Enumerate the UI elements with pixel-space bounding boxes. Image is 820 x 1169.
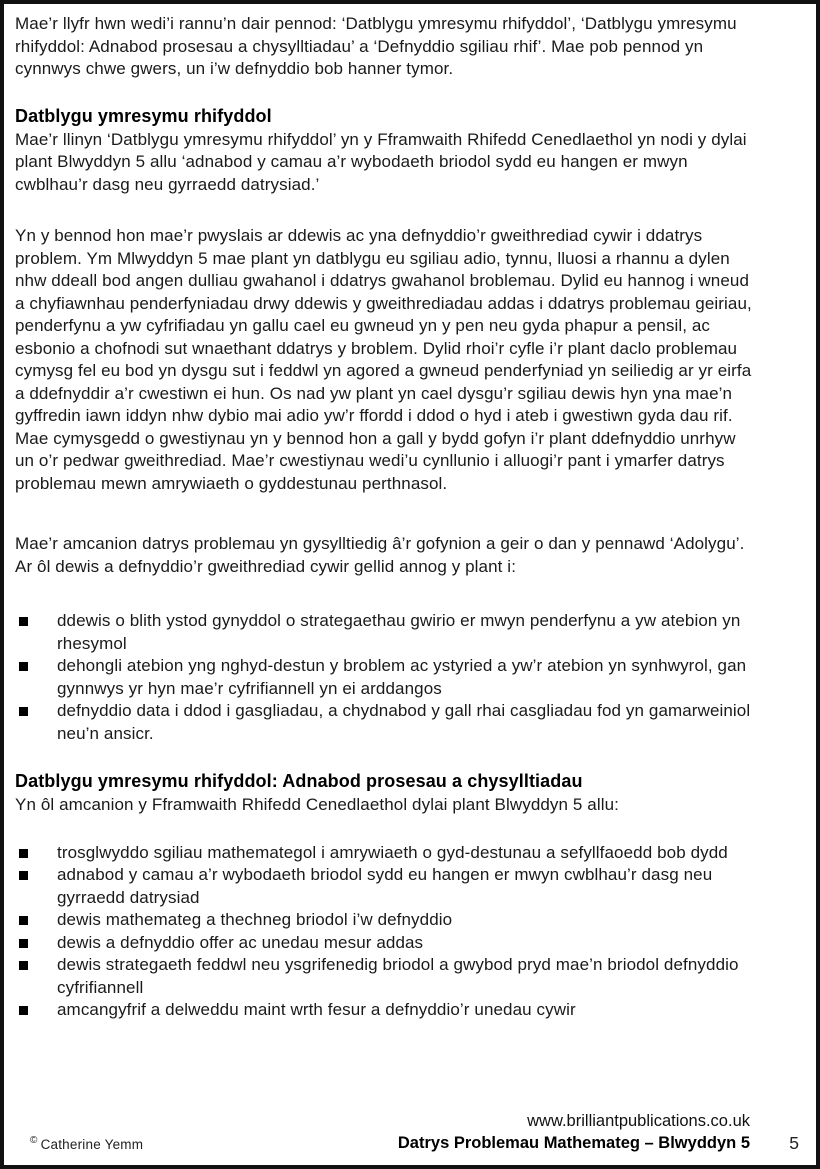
intro-paragraph: Mae’r llyfr hwn wedi’i rannu’n dair pennod: ‘Datblygu ymresymu rhifyddol’, ‘Datblygu ymresymu rhifyddol: Adnabod prosesau a chysylltiadau’ a ‘Defnyddio sgiliau rhif’. Mae pob pennod yn cynnwys chwe gwers, un i’w defnyddio bob hanner tymor. (15, 14, 737, 78)
bullet-square-icon (19, 939, 28, 948)
bullet-square-icon (19, 961, 28, 970)
bullet-square-icon (19, 662, 28, 671)
section2-heading: Datblygu ymresymu rhifyddol: Adnabod prosesau a chysylltiadau (15, 771, 583, 791)
bullet-text: amcangyfrif a delweddu maint wrth fesur a defnyddio’r unedau cywir (57, 1000, 576, 1019)
bullet-text: defnyddio data i ddod i gasgliadau, a chydnabod y gall rhai casgliadau fod yn gamarweiniol neu’n ansicr. (57, 701, 751, 743)
bullet-text: dewis strategaeth feddwl neu ysgrifenedig briodol a gwybod pryd mae’n briodol defnyddio cyfrifiannell (57, 955, 739, 997)
list-item (15, 700, 758, 745)
bullet-text: dewis a defnyddio offer ac unedau mesur addas (57, 932, 424, 952)
bullet-square-icon (19, 916, 28, 925)
bullet-text: adnabod y camau a’r wybodaeth briodol sydd eu hangen er mwyn cwblhau’r dasg neu gyrraedd datrysiad (57, 865, 713, 907)
list-item (15, 842, 758, 865)
bullet-text: dehongli atebion yng nghyd-destun y broblem ac ystyried a yw’r atebion yn synhwyrol, gan gynnwys yr hyn mae’r cyfrifiannell yn ei arddangos (57, 656, 747, 698)
list-item (15, 864, 758, 909)
section1-bullet-list (15, 610, 758, 745)
footer-book-title: Datrys Problemau Mathemateg – Blwyddyn 5 (397, 1134, 750, 1152)
footer-right-block (398, 1110, 750, 1155)
list-item (15, 655, 758, 700)
page-content (4, 4, 816, 1022)
copyright (30, 1135, 143, 1152)
bullet-square-icon (19, 617, 28, 626)
bullet-text: trosglwyddo sgiliau mathemategol i amrywiaeth o gyd-destunau a sefyllfaoedd bob dydd (57, 842, 728, 862)
section1-heading: Datblygu ymresymu rhifyddol (15, 105, 272, 126)
section2-paragraph-1: Yn ôl amcanion y Fframwaith Rhifedd Cenedlaethol dylai plant Blwyddyn 5 allu: (15, 795, 619, 814)
bullet-square-icon (19, 1006, 28, 1015)
list-item (15, 932, 758, 955)
page-footer (4, 1105, 816, 1155)
bullet-text: dewis mathemateg a thechneg briodol i’w defnyddio (57, 910, 453, 929)
section1-paragraph-1: Mae’r llinyn ‘Datblygu ymresymu rhifyddol’ yn y Fframwaith Rhifedd Cenedlaethol yn nodi y dylai plant Blwyddyn 5 allu ‘adnabod y camau a’r wybodaeth briodol sydd eu hangen er mwyn cwblhau’r dasg neu gyrraedd datrysiad.’ (15, 129, 747, 194)
copyright-name: Catherine Yemm (40, 1137, 144, 1152)
page-number: 5 (789, 1133, 799, 1153)
copyright-symbol: © (30, 1135, 38, 1146)
footer-website: www.brilliantpublications.co.uk (527, 1112, 750, 1130)
section2-bullet-list (15, 842, 758, 1022)
section1-paragraph-3: Mae’r amcanion datrys problemau yn gysylltiedig â’r gofynion a geir o dan y pennawd ‘Adolygu’. Ar ôl dewis a defnyddio’r gweithrediad cywir gellid annog y plant i: (15, 534, 745, 576)
list-item (15, 954, 758, 999)
list-item (15, 610, 758, 655)
list-item (15, 909, 758, 932)
section1-paragraph-2: Yn y bennod hon mae’r pwyslais ar ddewis ac yna defnyddio’r gweithrediad cywir i ddatrys problem. Ym Mlwyddyn 5 mae plant yn datblygu eu sgiliau adio, tynnu, lluosi a rhannu a dylen nhw ddeall bod angen dulliau gwahanol i ddatrys gwahanol broblemau. Dylid eu hannog i wneud a chyfiawnhau penderfyniadau drwy ddewis y gweithrediadau addas i ddatrys problemau geiriau, penderfynu a yw cyfrifiadau yn gallu cael eu gwneud yn y pen neu gyda phapur a pensil, ac esbonio a chofnodi sut wnaethant ddatrys y broblem. Dylid rhoi’r cyfle i’r plant daclo problemau cymysg fel eu bod yn dysgu sut i feddwl yn agored a gwneud penderfyniad yn seiliedig ar yr eirfa a ddefnyddir a’r cwestiwn ei hun. Os nad yw plant yn cael dysgu’r sgiliau dewis hyn yna mae’n gyffredin iawn iddyn nhw dybio mai adio yw’r ffordd i ddod o hyd i ateb i gwestiwn gyda dau rif. Mae cymysgedd o gwestiynau yn y bennod hon a gall y bydd gofyn i’r plant ddefnyddio unrhyw un o’r pedwar gweithrediad. Mae’r cwestiynau wedi’u cynllunio i alluogi’r pant i ymarfer datrys problemau mewn amrywiaeth o gyddestunau perthnasol. (15, 226, 752, 493)
bullet-text: ddewis o blith ystod gynyddol o strategaethau gwirio er mwyn penderfynu a yw atebion yn rhesymol (57, 611, 741, 653)
bullet-square-icon (19, 849, 28, 858)
bullet-square-icon (19, 871, 28, 880)
bullet-square-icon (19, 707, 28, 716)
list-item (15, 999, 758, 1022)
